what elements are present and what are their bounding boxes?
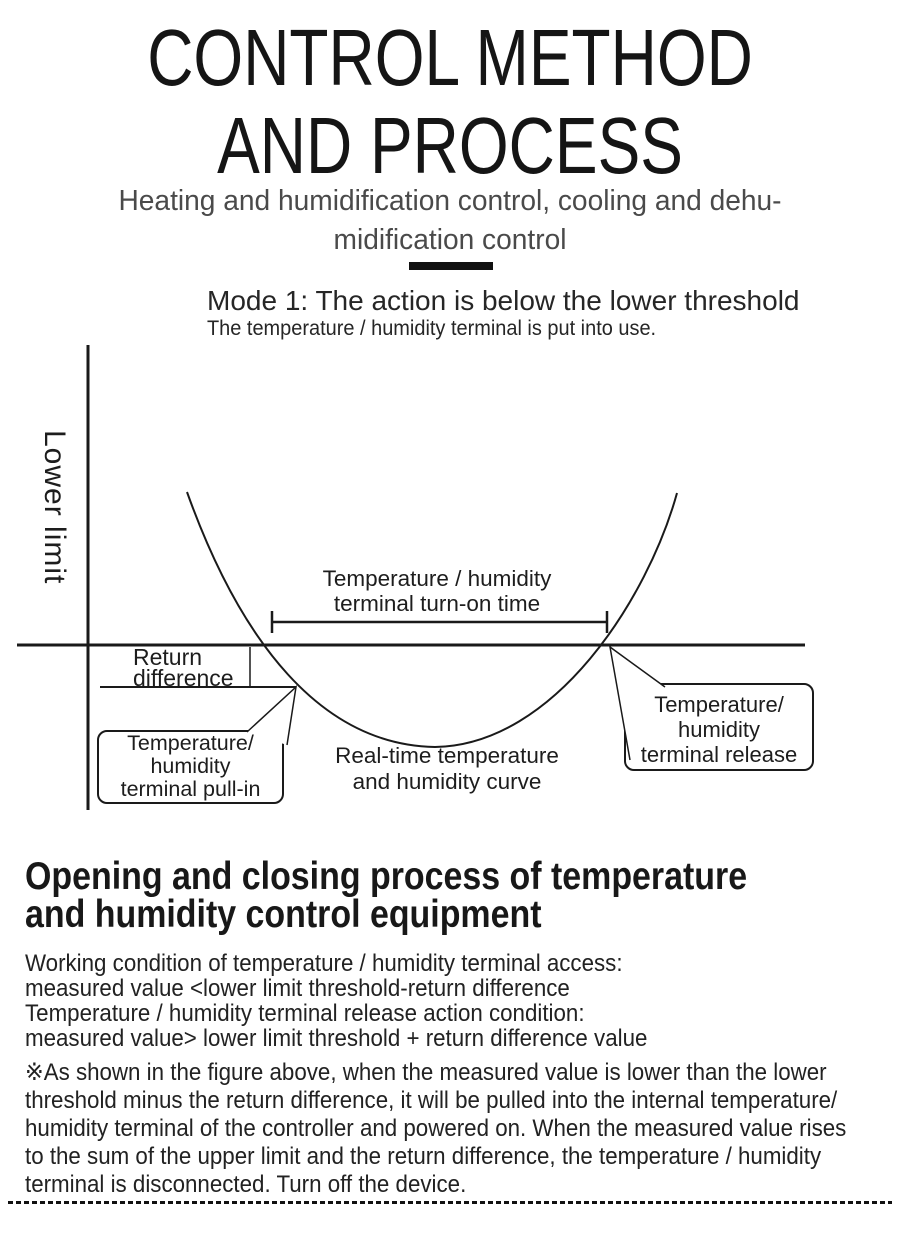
release-label-line1: Temperature/: [654, 692, 784, 717]
section-heading-line1: Opening and closing process of temperature: [25, 855, 748, 898]
pull-in-label-line3: terminal pull-in: [120, 777, 261, 801]
subtitle-divider: [409, 262, 493, 270]
return-difference-label: [133, 644, 234, 691]
curve-label-line1: Real-time temperature: [335, 743, 559, 768]
condition-line: measured value <lower limit threshold-return difference: [25, 975, 570, 1002]
threshold-diagram: [0, 340, 900, 820]
return-difference-label-line1: Return: [133, 644, 203, 670]
page-subtitle-line1: Heating and humidification control, cooling and dehu-: [118, 185, 782, 217]
y-axis-label: Lower limit: [38, 430, 71, 585]
turn-on-time-label-line1: Temperature / humidity: [322, 566, 552, 591]
return-difference-label-line2: difference: [133, 665, 234, 691]
note-text: [25, 1059, 900, 1199]
humidity-curve: [187, 492, 677, 747]
page-title: [90, 14, 810, 190]
pull-in-label-line1: Temperature/: [127, 731, 254, 755]
condition-text: [25, 951, 694, 1051]
release-callout-label: [625, 692, 813, 767]
curve-label-line2: and humidity curve: [352, 769, 542, 794]
note-line: humidity terminal of the controller and powered on. When the measured value rises: [25, 1115, 847, 1142]
condition-line: measured value> lower limit threshold + return difference value: [25, 1025, 648, 1052]
condition-line: Working condition of temperature / humidity terminal access:: [25, 950, 623, 977]
page-subtitle-line2: midification control: [333, 224, 567, 256]
page-title-line1: CONTROL METHOD: [147, 13, 753, 102]
note-line: terminal is disconnected. Turn off the device.: [25, 1171, 467, 1198]
note-line: threshold minus the return difference, it will be pulled into the internal temperature/: [25, 1087, 838, 1114]
condition-line: Temperature / humidity terminal release action condition:: [25, 1000, 585, 1027]
mode-heading: Mode 1: The action is below the lower threshold: [207, 285, 800, 316]
note-line: ※As shown in the figure above, when the measured value is lower than the lower: [25, 1059, 827, 1086]
turn-on-time-label-line2: terminal turn-on time: [333, 591, 541, 616]
page-subtitle: [14, 182, 887, 260]
bottom-dashed-divider: [8, 1201, 892, 1204]
turn-on-time-label: [287, 566, 587, 616]
mode-description: The temperature / humidity terminal is put into use.: [207, 317, 657, 340]
pull-in-callout-label: [98, 732, 283, 801]
release-label-line3: terminal release: [640, 742, 798, 767]
section-heading-line2: and humidity control equipment: [25, 893, 542, 936]
section-heading: [25, 855, 748, 936]
release-label-line2: humidity: [678, 717, 760, 742]
note-line: to the sum of the upper limit and the return difference, the temperature / humidity: [25, 1143, 822, 1170]
curve-label: [322, 743, 572, 795]
page-title-line2: AND PROCESS: [217, 101, 683, 190]
pull-in-label-line2: humidity: [150, 754, 231, 778]
